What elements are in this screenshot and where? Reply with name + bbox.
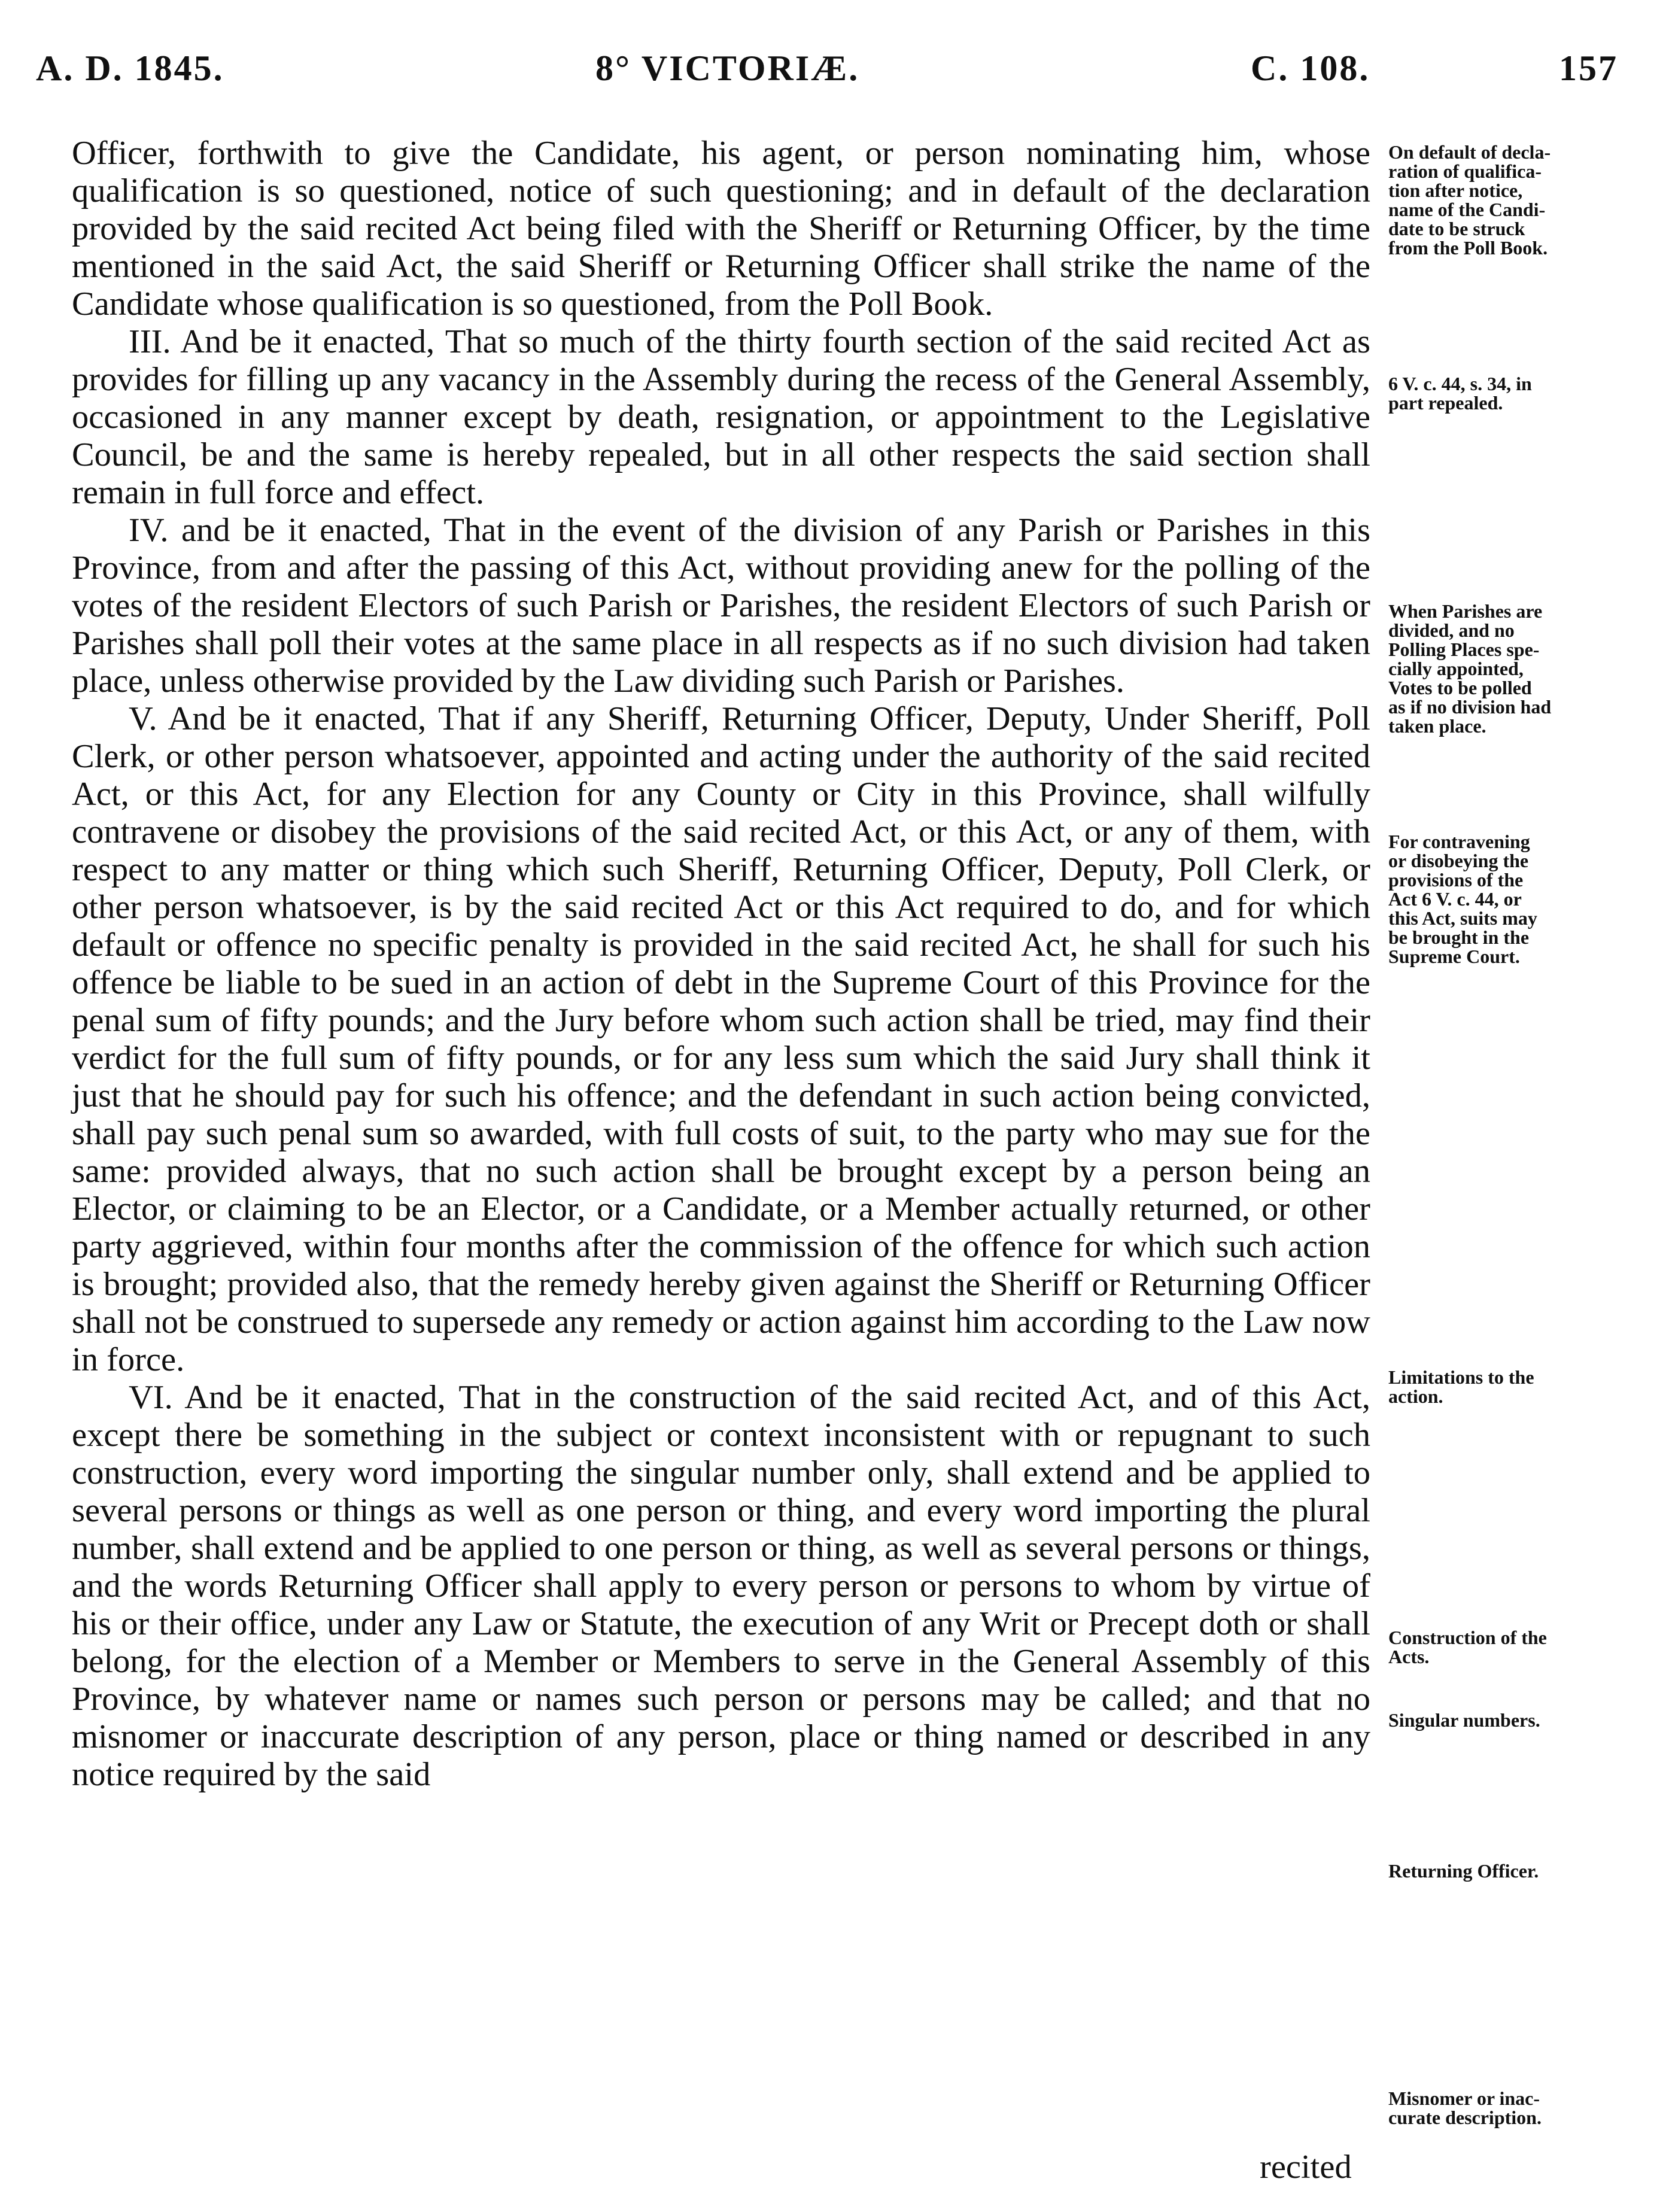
margin-note-misnomer: Misnomer or inac- curate description. bbox=[1388, 2088, 1542, 2128]
section-iii: III. And be it enacted, That so much of the thirty fourth section of the said recited Act as provides for filling up any vacancy in the Assembly during the recess of the General Assembly, occasioned in any manner except by death, resignation, or appointment to the Legislative Council, be and the same is hereby repealed, but in all other respects the said section shall remain in full force and effect. bbox=[72, 323, 1370, 511]
section-v: V. And be it enacted, That if any Sheriff, Returning Officer, Deputy, Under Sheriff, Poll Clerk, or other person whatsoever, appointed and acting under the authority of the said recited Act, or this Act, for any Election for any County or City in this Province, shall wilfully contravene or disobey the provisions of the said recited Act, or this Act, or any of them, with respect to any matter or thing which such Sheriff, Returning Officer, Deputy, Poll Clerk, or other person whatsoever, is by the said recited Act or this Act required to do, and for which default or offence no specific penalty is provided in the said recited Act, he shall for such his offence be liable to be sued in an action of debt in the Supreme Court of this Province for the penal sum of fifty pounds; and the Jury before whom such action shall be tried, may find their verdict for the full sum of fifty pounds, or for any less sum which the said Jury shall think it just that he should pay for such his offence; and the defendant in such action being convicted, shall pay such penal sum so awarded, with full costs of suit, to the party who may sue for the same: provided always, that no such action shall be brought except by a person being an Elector, or claiming to be an Elector, or a Candidate, or a Member actually returned, or other party aggrieved, within four months after the commission of the offence for which such action is brought; provided also, that the remedy hereby given against the Sheriff or Returning Officer shall not be construed to supersede any remedy or action against him according to the Law now in force. bbox=[72, 700, 1370, 1378]
paragraph-continuation: Officer, forthwith to give the Candidate, his agent, or person nominating him, whose qualification is so questioned, notice of such questioning; and in default of the declaration provided by the said recited Act being filed with the Sheriff or Returning Officer, by the time mentioned in the said Act, the said Sheriff or Returning Officer shall strike the name of the Candidate whose qualification is so questioned, from the Poll Book. bbox=[72, 135, 1370, 323]
margin-note-returning-officer: Returning Officer. bbox=[1388, 1860, 1539, 1882]
running-header bbox=[36, 48, 1618, 102]
chapter-heading: C. 108. bbox=[1251, 48, 1370, 88]
section-iv: IV. and be it enacted, That in the event of the division of any Parish or Parishes in this Province, from and after the passing of this Act, without providing anew for the polling of the votes of the resident Electors of such Parish or Parishes, the resident Electors of such Parish or Parishes shall poll their votes at the same place in all respects as if no such division had taken place, unless otherwise provided by the Law dividing such Parish or Parishes. bbox=[72, 512, 1370, 700]
year-heading: A. D. 1845. bbox=[36, 48, 224, 88]
margin-note-section-34-repealed: 6 V. c. 44, s. 34, in part repealed. bbox=[1388, 373, 1532, 414]
margin-note-default-declaration: On default of decla- ration of qualifica- tion after notice, name of the Candi- date to be struck from the Poll Book. bbox=[1388, 141, 1551, 259]
margin-note-limitations: Limitations to the action. bbox=[1388, 1366, 1534, 1407]
catchword: recited bbox=[1260, 2149, 1352, 2186]
margin-note-parishes-divided: When Parishes are divided, and no Polling Places spe- cially appointed, Votes to be polled as if no division had taken place. bbox=[1388, 600, 1552, 737]
margin-note-contravening-provisions: For contravening or disobeying the provisions of the Act 6 V. c. 44, or this Act, suits may be brought in the Supreme Court. bbox=[1388, 831, 1537, 967]
margin-note-singular-numbers: Singular numbers. bbox=[1388, 1709, 1540, 1731]
statute-text bbox=[72, 135, 1370, 1794]
margin-note-construction-of-acts: Construction of the Acts. bbox=[1388, 1627, 1547, 1667]
regnal-year-heading: 8° VICTORIÆ. bbox=[595, 48, 860, 88]
page-number: 157 bbox=[1559, 48, 1618, 88]
section-vi: VI. And be it enacted, That in the construction of the said recited Act, and of this Act, except there be something in the subject or context inconsistent with or repugnant to such construction, every word importing the singular number only, shall extend and be applied to several persons or things as well as one person or thing, and every word importing the plural number, shall extend and be applied to one person or thing, as well as several persons or things, and the words Returning Officer shall apply to every person or persons to whom by virtue of his or their office, under any Law or Statute, the execution of any Writ or Precept doth or shall belong, for the election of a Member or Members to serve in the General Assembly of this Province, by whatever name or names such person or persons may be called; and that no misnomer or inaccurate description of any person, place or thing named or described in any notice required by the said bbox=[72, 1379, 1370, 1793]
